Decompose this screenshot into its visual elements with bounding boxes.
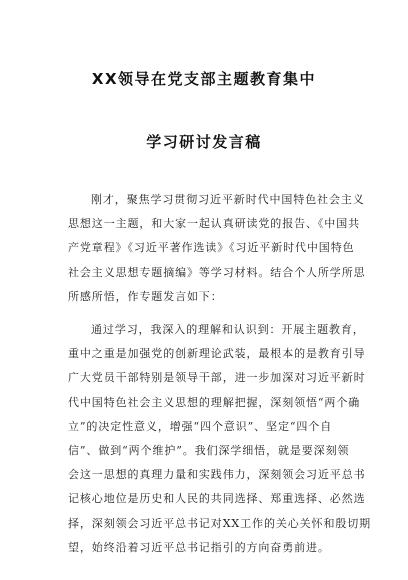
paragraph-line: 立”的决定性意义，增强“四个意识”、坚定“四个自 bbox=[68, 419, 333, 433]
paragraph-2 bbox=[68, 318, 372, 560]
paragraph-line: 社会主义思想专题摘编》等学习材料。结合个人所学所思 bbox=[68, 265, 366, 279]
paragraph-line: 广大党员干部特别是领导干部，进一步加深对习近平新时 bbox=[68, 371, 366, 385]
paragraph-line: 产党章程》《习近平著作选读》《习近平新时代中国特色 bbox=[68, 241, 355, 255]
paragraph-line: 刚才，聚焦学习贯彻习近平新时代中国特色社会主义 bbox=[91, 193, 365, 206]
paragraph-line: 记核心地位是历史和人民的共同选择、郑重选择、必然选 bbox=[68, 492, 366, 506]
paragraph-line: 会这一思想的真理力量和实践伟力，深刻领会习近平总书 bbox=[68, 468, 366, 482]
paragraph-line: 择，深刻领会习近平总书记对XX工作的关心关怀和殷切期 bbox=[68, 516, 372, 530]
paragraph-line: 思想这一主题，和大家一起认真研读党的报告、《中国共 bbox=[68, 217, 360, 231]
paragraph-line: 代中国特色社会主义思想的理解把握，深刻领悟“两个确 bbox=[68, 395, 361, 409]
paragraph-line: 重中之重是加强党的创新理论武装，最根本的是教育引导 bbox=[68, 347, 366, 361]
paragraph-1 bbox=[68, 188, 366, 309]
document-title-line-2: 学习研讨发言稿 bbox=[146, 133, 262, 151]
document-title-line-1: XX领导在党支部主题教育集中 bbox=[91, 70, 317, 88]
paragraph-line: 信”、做到“两个维护”。我们深学细悟，就是要深刻领 bbox=[68, 443, 350, 457]
paragraph-line: 所感所悟，作专题发言如下： bbox=[68, 289, 223, 303]
paragraph-line: 通过学习，我深入的理解和认识到：开展主题教育， bbox=[91, 323, 365, 336]
paragraph-line: 望，始终沿着习近平总书记指引的方向奋勇前进。 bbox=[68, 540, 330, 554]
